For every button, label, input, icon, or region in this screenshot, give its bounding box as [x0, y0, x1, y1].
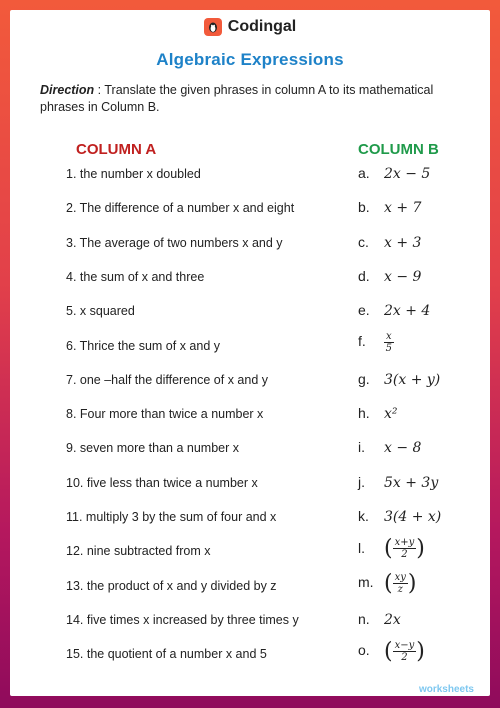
expression: 3(x + y)	[384, 371, 441, 388]
topworksheets-logo: TOP worksheets	[418, 677, 474, 695]
column-b-expression	[358, 199, 421, 216]
option-letter: l.	[358, 539, 365, 556]
column-b-expression	[358, 405, 398, 422]
option-letter: k.	[358, 508, 369, 524]
column-b-expression	[358, 268, 421, 285]
column-b-heading: COLUMN B	[358, 141, 439, 158]
direction-text	[40, 82, 470, 116]
option-letter: f.	[358, 332, 366, 349]
option-letter: b.	[358, 199, 370, 216]
column-a-phrase: 5. x squared	[66, 304, 135, 319]
column-b-expression: m. ( $\frac{xy}{z}$ )	[358, 570, 417, 596]
column-b-expression	[358, 371, 440, 388]
logo-text: Codingal	[227, 18, 297, 35]
match-row	[10, 167, 490, 197]
column-b-expression	[358, 234, 421, 251]
column-a-phrase: 3. The average of two numbers x and y	[66, 235, 283, 250]
match-row	[10, 233, 490, 266]
column-a-phrase: 15. the quotient of a number x and 5	[66, 647, 267, 662]
column-a-phrase: 9. seven more than a number x	[66, 441, 240, 456]
option-letter: i.	[358, 439, 365, 456]
match-row	[10, 304, 490, 334]
option-letter: j.	[358, 473, 365, 490]
column-b-expression: l. ( $\frac{x+y}{2}$ )	[358, 536, 425, 562]
column-a-phrase: 2. The difference of a number x and eight	[66, 201, 295, 216]
match-row	[10, 407, 490, 437]
worksheet-page	[10, 10, 490, 696]
column-b-expression: o. ( $\frac{x-y}{2}$ )	[358, 639, 425, 665]
option-letter: c.	[358, 233, 369, 250]
column-b-expression	[358, 611, 401, 628]
expression: 5x + 3y	[384, 474, 439, 491]
column-b-expression	[358, 331, 394, 354]
direction-body: : Translate the given phrases in column A to its mathematical phrases in Column B.	[40, 83, 434, 114]
column-b-expression	[358, 439, 421, 456]
option-letter: h.	[358, 405, 370, 422]
match-row	[10, 330, 490, 369]
expression: x²	[384, 406, 398, 423]
expression: 3(4 + x)	[384, 509, 442, 525]
match-row	[10, 536, 490, 574]
column-b-expression	[358, 302, 430, 319]
column-b-expression	[358, 165, 430, 182]
expression: x + 7	[384, 200, 422, 217]
column-a-phrase: 1. the number x doubled	[66, 167, 201, 181]
fraction: $\frac{x}{5}$	[385, 330, 392, 354]
column-a-phrase: 7. one –half the difference of x and y	[66, 372, 268, 387]
column-a-phrase: 13. the product of x and y divided by z	[66, 578, 277, 593]
column-b-expression	[358, 508, 441, 525]
option-letter: e.	[358, 302, 370, 319]
fraction: $\frac{x+y}{2}$	[394, 537, 415, 561]
option-letter: o.	[358, 642, 370, 659]
expression: 2x	[384, 611, 401, 628]
column-a-phrase: 4. the sum of x and three	[66, 269, 205, 284]
match-row	[10, 441, 490, 471]
logo	[10, 18, 490, 38]
match-row	[10, 473, 490, 506]
option-letter: n.	[358, 610, 370, 627]
expression: 2x − 5	[384, 166, 431, 182]
match-row	[10, 201, 490, 231]
expression: 2x + 4	[384, 303, 431, 320]
option-letter: g.	[358, 370, 370, 387]
expression: x − 8	[384, 440, 422, 457]
match-row	[10, 370, 490, 403]
match-row	[10, 570, 490, 609]
option-letter: d.	[358, 267, 370, 284]
option-letter: m.	[358, 573, 374, 590]
column-b-expression	[358, 474, 438, 491]
direction-label: Direction	[40, 83, 95, 97]
column-a-phrase: 14. five times x increased by three times y	[66, 612, 299, 627]
expression: x + 3	[384, 234, 422, 251]
option-letter: a.	[358, 165, 370, 181]
column-a-phrase: 12. nine subtracted from x	[66, 544, 211, 559]
column-a-phrase: 6. Thrice the sum of x and y	[66, 338, 221, 353]
fraction: $\frac{xy}{z}$	[394, 571, 406, 595]
match-row	[10, 267, 490, 300]
fraction: $\frac{x-y}{2}$	[394, 640, 415, 664]
penguin-icon	[204, 18, 222, 36]
column-a-heading: COLUMN A	[76, 141, 157, 158]
match-row	[10, 639, 490, 677]
column-a-phrase: 10. five less than twice a number x	[66, 475, 258, 490]
page-title: Algebraic Expressions	[156, 50, 344, 69]
expression: x − 9	[384, 268, 422, 285]
column-a-phrase: 8. Four more than twice a number x	[66, 407, 264, 422]
column-a-phrase: 11. multiply 3 by the sum of four and x	[66, 510, 277, 524]
